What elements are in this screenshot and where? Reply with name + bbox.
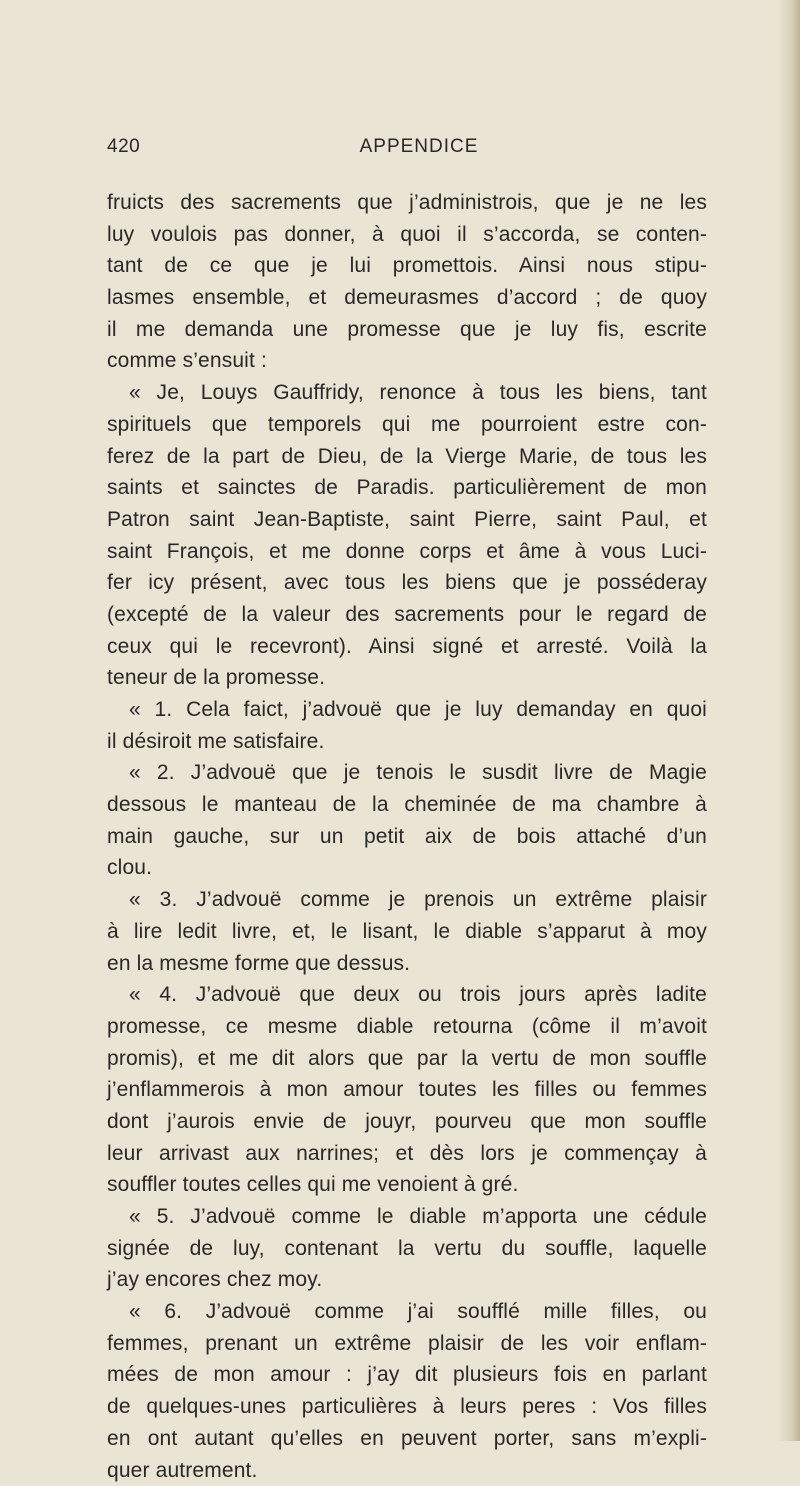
paragraph-start: « 3. J’advouë comme je prenois un extrême plaisir [107, 884, 707, 916]
text-line: femmes, prenant un extrême plaisir de les voir enflam- [107, 1328, 707, 1360]
text-line: ferez de la part de Dieu, de la Vierge Marie, de tous les [107, 441, 707, 473]
text-line: souffler toutes celles qui me venoient à gré. [107, 1169, 707, 1201]
text-line: en la mesme forme que dessus. [107, 948, 707, 980]
paragraph-start: « 1. Cela faict, j’advouë que je luy demanday en quoi [107, 694, 707, 726]
paragraph-start: « 4. J’advouë que deux ou trois jours après ladite [107, 979, 707, 1011]
text-line: saint François, et me donne corps et âme à vous Luci- [107, 536, 707, 568]
text-line: tant de ce que je lui promettois. Ainsi nous stipu- [107, 250, 707, 282]
text-line: dessous le manteau de la cheminée de ma chambre à [107, 789, 707, 821]
running-title: APPENDICE [107, 136, 707, 158]
text-line: j’enflammerois à mon amour toutes les filles ou femmes [107, 1074, 707, 1106]
text-line: comme s’ensuit : [107, 345, 707, 377]
text-line: dont j’aurois envie de jouyr, pourveu que mon souffle [107, 1106, 707, 1138]
text-line: clou. [107, 852, 707, 884]
text-line: quer autrement. [107, 1455, 707, 1486]
text-line: (excepté de la valeur des sacrements pour le regard de [107, 599, 707, 631]
text-line: mées de mon amour : j’ay dit plusieurs fois en parlant [107, 1359, 707, 1391]
text-line: fer icy présent, avec tous les biens que je posséderay [107, 567, 707, 599]
text-line: promesse, ce mesme diable retourna (côme il m’avoit [107, 1011, 707, 1043]
text-line: lasmes ensemble, et demeurasmes d’accord ; de quoy [107, 282, 707, 314]
body-text [107, 187, 707, 1486]
text-line: luy voulois pas donner, à quoi il s’accorda, se conten- [107, 219, 707, 251]
text-line: il me demanda une promesse que je luy fis, escrite [107, 314, 707, 346]
paragraph-start: « Je, Louys Gauffridy, renonce à tous les biens, tant [107, 377, 707, 409]
text-line: ceux qui le recevront). Ainsi signé et arresté. Voilà la [107, 631, 707, 663]
text-line: Patron saint Jean-Baptiste, saint Pierre, saint Paul, et [107, 504, 707, 536]
page-edge-shadow [778, 0, 800, 1441]
text-line: en ont autant qu’elles en peuvent porter, sans m’expli- [107, 1423, 707, 1455]
paragraph-start: « 6. J’advouë comme j’ai soufflé mille filles, ou [107, 1296, 707, 1328]
text-line: à lire ledit livre, et, le lisant, le diable s’apparut à moy [107, 916, 707, 948]
text-line: signée de luy, contenant la vertu du souffle, laquelle [107, 1233, 707, 1265]
text-line: saints et sainctes de Paradis. particulièrement de mon [107, 472, 707, 504]
text-line: j’ay encores chez moy. [107, 1264, 707, 1296]
text-line: fruicts des sacrements que j’administrois, que je ne les [107, 187, 707, 219]
text-line: spirituels que temporels qui me pourroient estre con- [107, 409, 707, 441]
running-head [107, 136, 707, 166]
paragraph-start: « 5. J’advouë comme le diable m’apporta une cédule [107, 1201, 707, 1233]
paragraph-start: « 2. J’advouë que je tenois le susdit livre de Magie [107, 757, 707, 789]
text-line: main gauche, sur un petit aix de bois attaché d’un [107, 821, 707, 853]
text-line: il désiroit me satisfaire. [107, 726, 707, 758]
text-line: promis), et me dit alors que par la vertu de mon souffle [107, 1043, 707, 1075]
text-line: leur arrivast aux narrines; et dès lors je commençay à [107, 1138, 707, 1170]
text-line: teneur de la promesse. [107, 662, 707, 694]
text-line: de quelques-unes particulières à leurs peres : Vos filles [107, 1391, 707, 1423]
page-number: 420 [107, 136, 140, 158]
